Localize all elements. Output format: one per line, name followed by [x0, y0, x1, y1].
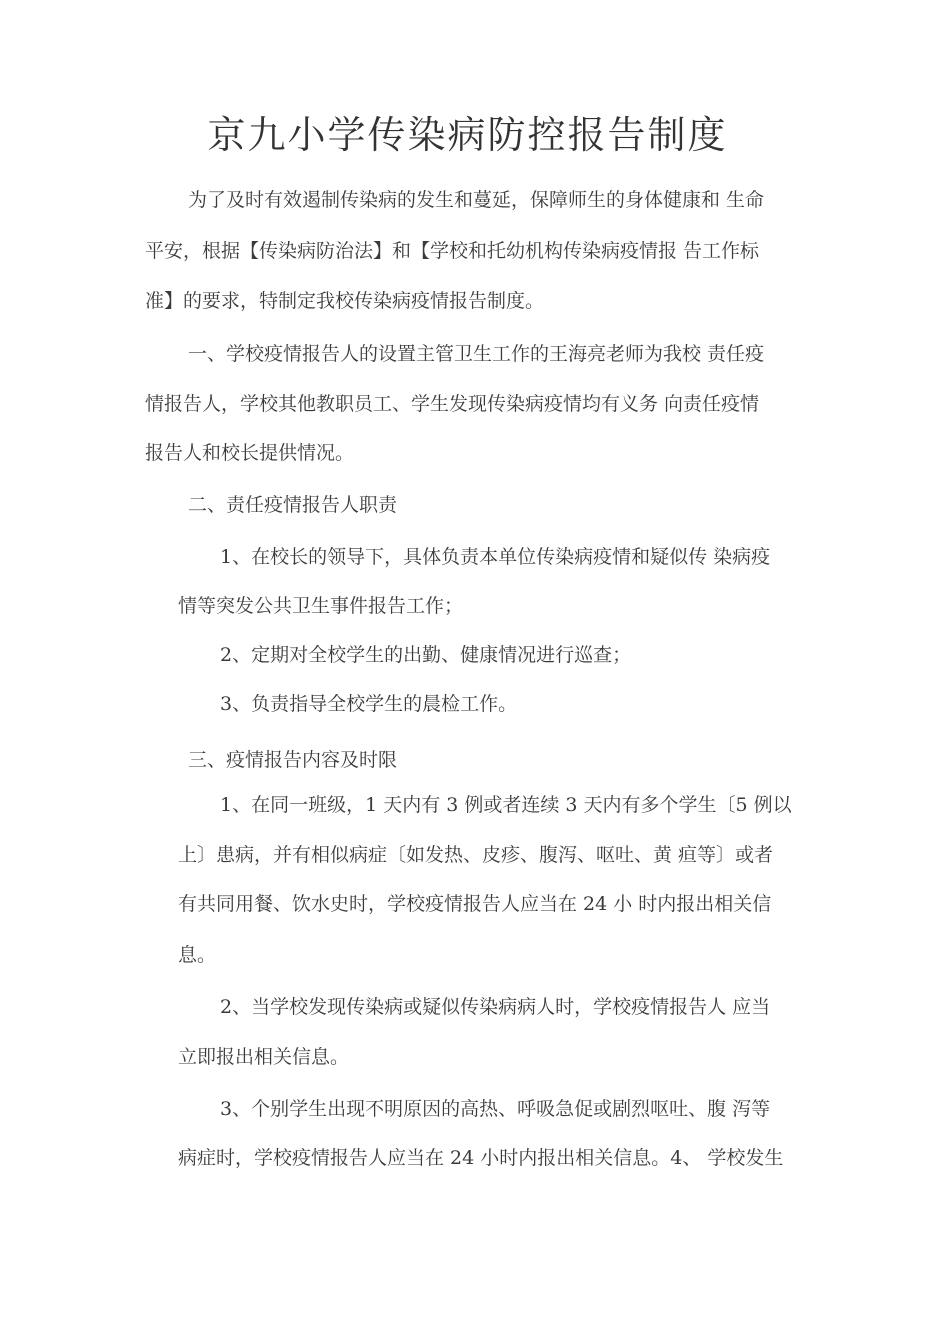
list-item: 1、在校长的领导下，具体负责本单位传染病疫情和疑似传 染病疫 — [220, 546, 771, 568]
section-heading: 三、疫情报告内容及时限 — [188, 749, 398, 771]
paragraph-line: 息。 — [178, 944, 217, 966]
paragraph-line: 报告人和校长提供情况。 — [145, 442, 355, 464]
section-heading: 一、学校疫情报告人的设置主管卫生工作的王海亮老师为我校 责任疫 — [188, 343, 765, 365]
document-title: 京九小学传染病防控报告制度 — [207, 113, 728, 157]
paragraph-line: 有共同用餐、饮水史时，学校疫情报告人应当在 24 小 时内报出相关信 — [178, 893, 772, 915]
list-item: 3、个别学生出现不明原因的高热、呼吸急促或剧烈呕吐、腹 泻等 — [220, 1098, 771, 1120]
paragraph-line: 情等突发公共卫生事件报告工作； — [178, 595, 464, 617]
list-item: 1、在同一班级，1 天内有 3 例或者连续 3 天内有多个学生〔5 例以 — [220, 794, 792, 816]
paragraph-line: 情报告人，学校其他教职员工、学生发现传染病疫情均有义务 向责任疫情 — [145, 393, 760, 415]
paragraph-line: 病症时，学校疫情报告人应当在 24 小时内报出相关信息。4、 学校发生 — [178, 1147, 784, 1169]
section-heading: 二、责任疫情报告人职责 — [188, 494, 398, 516]
paragraph-line: 准】的要求，特制定我校传染病疫情报告制度。 — [145, 290, 545, 312]
paragraph-line: 立即报出相关信息。 — [178, 1046, 350, 1068]
list-item: 2、当学校发现传染病或疑似传染病病人时，学校疫情报告人 应当 — [220, 996, 771, 1018]
paragraph-line: 平安，根据【传染病防治法】和【学校和托幼机构传染病疫情报 告工作标 — [145, 240, 760, 262]
list-item: 3、负责指导全校学生的晨检工作。 — [220, 693, 518, 715]
paragraph-line: 为了及时有效遏制传染病的发生和蔓延，保障师生的身体健康和 生命 — [188, 189, 765, 211]
list-item: 2、定期对全校学生的出勤、健康情况进行巡查； — [220, 644, 632, 666]
paragraph-line: 上〕患病，并有相似病症〔如发热、皮疹、腹泻、呕吐、黄 疸等〕或者 — [178, 844, 774, 866]
